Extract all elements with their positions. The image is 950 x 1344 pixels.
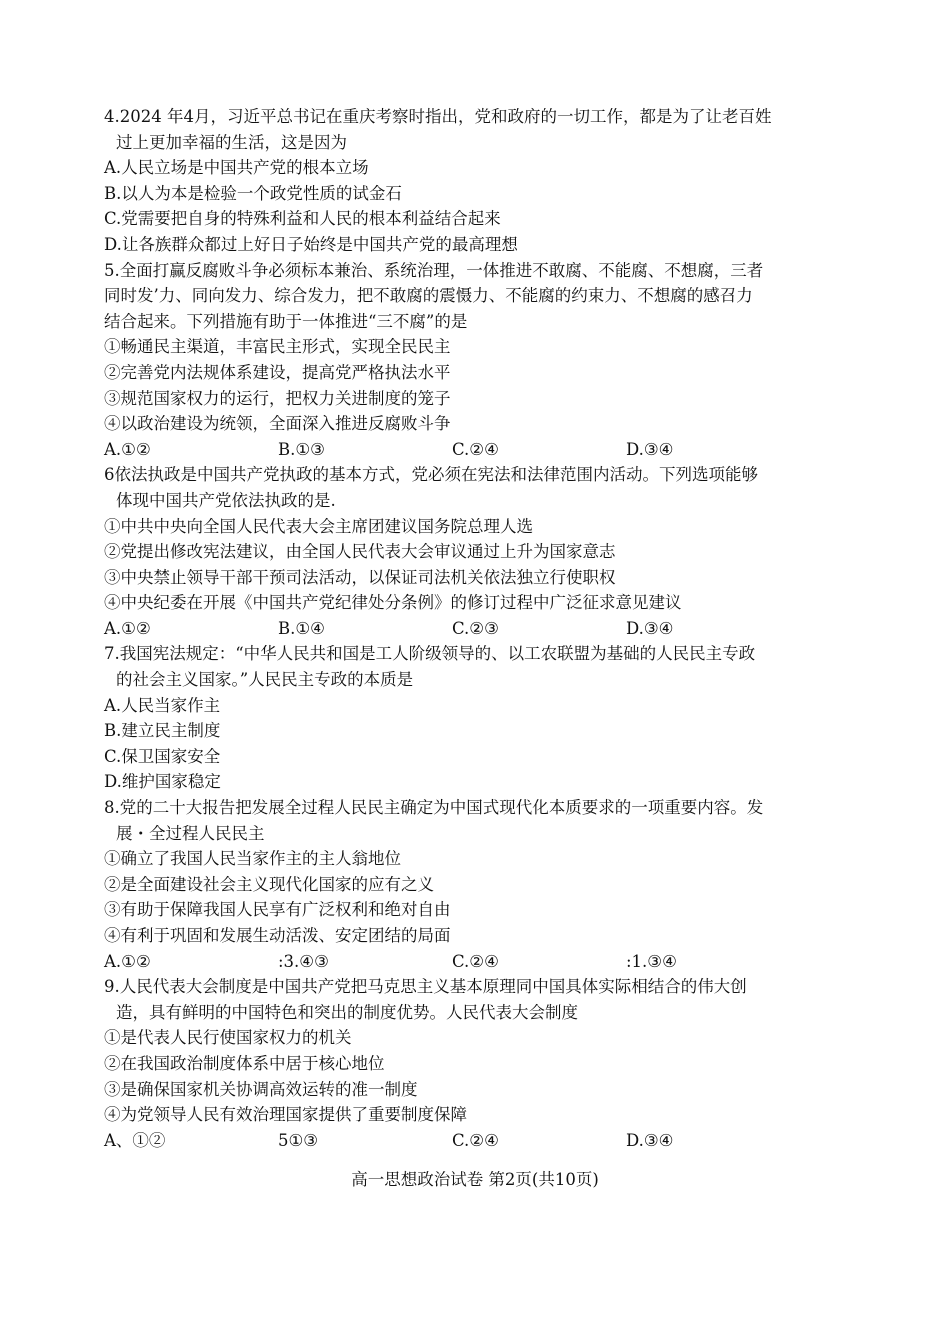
page-footer: 高一思想政治试卷 第2页(共10页) (351, 1170, 599, 1189)
question-stem: 同时发’力、同向发力、综合发力，把不敢腐的震慑力、不能腐的约束力、不想腐的感召力 (104, 286, 753, 306)
statement-item: ①畅通民主渠道，丰富民主形式，实现全民民主 (104, 337, 451, 357)
question-stem: 5.全面打赢反腐败斗争必须标本兼治、系统治理，一体推进不敢腐、不能腐、不想腐，三者 (104, 260, 764, 280)
question-stem: 造，具有鲜明的中国特色和突出的制度优势。人民代表大会制度 (116, 1002, 578, 1022)
statement-item: ①确立了我国人民当家作主的主人翁地位 (104, 849, 401, 869)
statement-item: ③中央禁止领导干部干预司法活动，以保证司法机关依法独立行使职权 (104, 567, 616, 587)
answer-choice-c: C.②④ (452, 951, 499, 971)
answer-choice-c: C.②③ (452, 618, 499, 638)
statement-item: ③是确保国家机关协调高效运转的准一制度 (104, 1079, 418, 1099)
question-stem: 7.我国宪法规定：“中华人民共和国是工人阶级领导的、以工农联盟为基础的人民民主专政 (104, 644, 756, 664)
answer-choices (104, 949, 854, 975)
statement-item: ④为党领导人民有效治理国家提供了重要制度保障 (104, 1105, 467, 1125)
answer-choice-b: B.①③ (278, 439, 325, 459)
answer-option: A.人民立场是中国共产党的根本立场 (104, 158, 369, 178)
question-7 (104, 641, 854, 795)
question-stem: 展・全过程人民民主 (116, 823, 265, 843)
question-5 (104, 258, 854, 463)
answer-choice-b: B.①④ (278, 618, 325, 638)
statement-item: ④有利于巩固和发展生动活泼、安定团结的局面 (104, 926, 451, 945)
answer-choice-d: D.③④ (626, 1130, 674, 1150)
statement-item: ②党提出修改宪法建议，由全国人民代表大会审议通过上升为国家意志 (104, 542, 616, 562)
answer-choice-a: A.①② (104, 439, 151, 459)
statement-item: ②完善党内法规体系建设，提高党严格执法水平 (104, 362, 451, 382)
question-4 (104, 104, 854, 258)
answer-choice-a: A.①② (104, 618, 151, 638)
answer-choice-b: 5①③ (278, 1130, 319, 1150)
statement-item: ①中共中央向全国人民代表大会主席团建议国务院总理人选 (104, 516, 533, 536)
question-stem: 8.党的二十大报告把发展全过程人民民主确定为中国式现代化本质要求的一项重要内容。发 (104, 798, 764, 818)
answer-option: C.保卫国家安全 (104, 746, 221, 766)
question-stem: 过上更加幸福的生活，这是因为 (116, 132, 347, 152)
statement-item: ②在我国政治制度体系中居于核心地位 (104, 1053, 385, 1073)
question-stem: 的社会主义国家。”人民民主专政的本质是 (116, 670, 414, 690)
question-stem: 结合起来。下列措施有助于一体推进“三不腐”的是 (104, 311, 468, 331)
answer-choices (104, 1128, 854, 1154)
answer-option: D.维护国家稳定 (104, 772, 221, 792)
answer-option: D.让各族群众都过上好日子始终是中国共产党的最高理想 (104, 234, 518, 254)
answer-choice-b: :3.④③ (278, 951, 329, 971)
question-stem: 6依法执政是中国共产党执政的基本方式，党必须在宪法和法律范围内活动。下列选项能够 (104, 465, 758, 485)
answer-choice-a: A.①② (104, 951, 151, 971)
question-stem: 4.2024 年4月，习近平总书记在重庆考察时指出，党和政府的一切工作，都是为了让老百姓 (104, 107, 772, 126)
question-stem: 9.人民代表大会制度是中国共产党把马克思主义基本原理同中国具体实际相结合的伟大创 (104, 977, 747, 997)
answer-option: B.以人为本是检验一个政党性质的试金石 (104, 183, 402, 203)
answer-choice-d: D.③④ (626, 618, 674, 638)
statement-item: ③规范国家权力的运行，把权力关进制度的笼子 (104, 388, 451, 408)
question-list (104, 104, 854, 1153)
statement-item: ④以政治建设为统领，全面深入推进反腐败斗争 (104, 414, 451, 434)
question-stem: 体现中国共产党依法执政的是. (116, 490, 336, 510)
answer-choice-c: C.②④ (452, 1130, 499, 1150)
question-8 (104, 795, 854, 974)
answer-choice-d: :1.③④ (626, 951, 677, 971)
answer-choice-a: A、①② (104, 1130, 166, 1150)
question-9 (104, 974, 854, 1153)
answer-option: A.人民当家作主 (104, 695, 221, 715)
statement-item: ③有助于保障我国人民享有广泛权利和绝对自由 (104, 900, 451, 920)
answer-choices (104, 437, 854, 463)
answer-choices (104, 616, 854, 642)
answer-choice-c: C.②④ (452, 439, 499, 459)
answer-choice-d: D.③④ (626, 439, 674, 459)
statement-item: ①是代表人民行使国家权力的机关 (104, 1028, 352, 1048)
statement-item: ④中央纪委在开展《中国共产党纪律处分条例》的修订过程中广泛征求意见建议 (104, 593, 682, 613)
answer-option: C.党需要把自身的特殊利益和人民的根本利益结合起来 (104, 209, 501, 229)
question-6 (104, 462, 854, 641)
statement-item: ②是全面建设社会主义现代化国家的应有之义 (104, 874, 434, 894)
answer-option: B.建立民主制度 (104, 721, 221, 741)
